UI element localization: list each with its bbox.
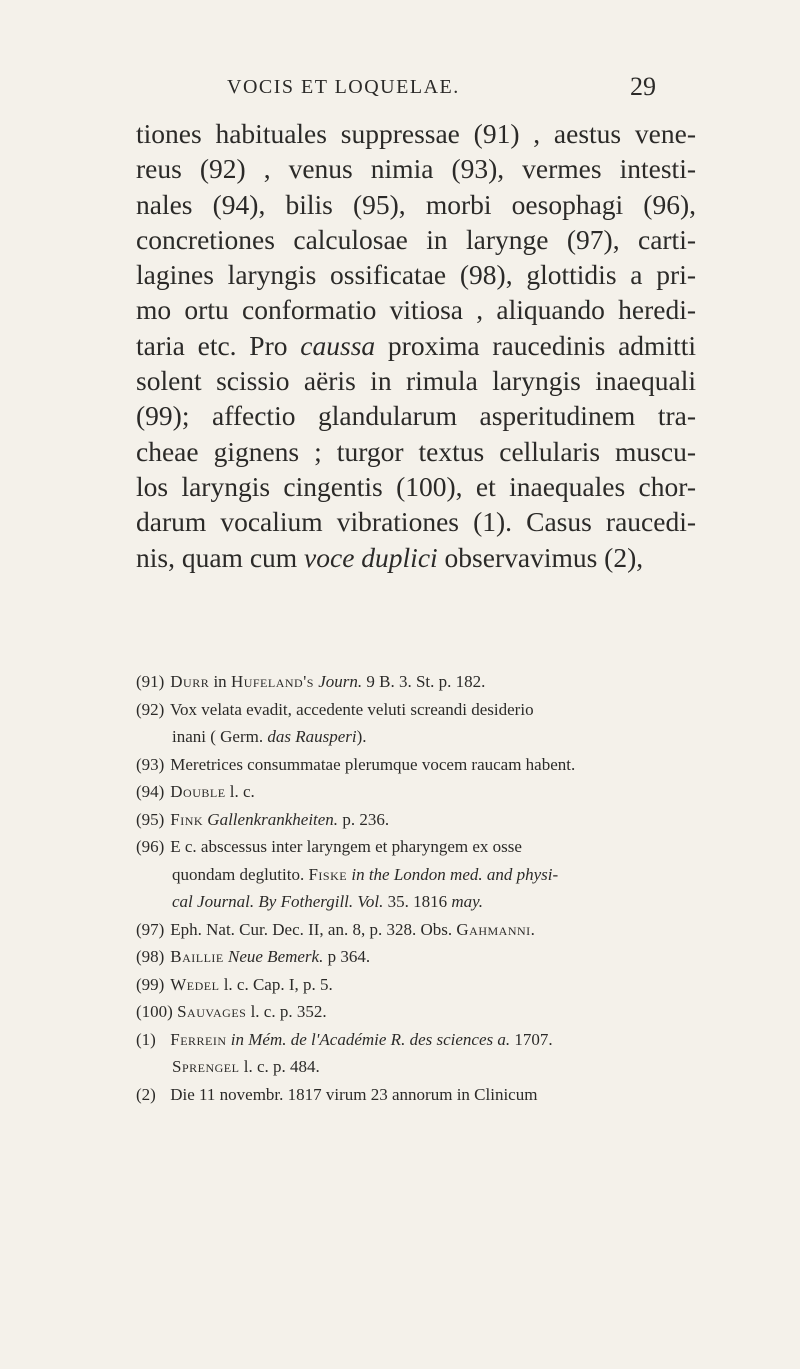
footnote: (93) Meretrices consummatae plerumque vocem raucam habent.: [136, 754, 576, 774]
text-line: mo ortu conformatio vitiosa , aliquando heredi-: [136, 294, 696, 326]
footnote-continuation: cal Journal. By Fothergill. Vol. 35. 1816 may.: [172, 892, 484, 911]
italic-term: caussa: [300, 329, 376, 361]
running-title: VOCIS ET LOQUELAE.: [227, 76, 460, 98]
footnote: (2) Die 11 novembr. 1817 virum 23 annorum in Clinicum: [136, 1084, 538, 1104]
text-line: taria etc. Pro caussa proxima raucedinis admitti: [136, 329, 697, 361]
footnote: (92) Vox velata evadit, accedente veluti screandi desiderio: [136, 699, 534, 719]
text-line: solent scissio aëris in rimula laryngis inaequali: [136, 365, 696, 397]
footnote: (99) Wedel l. c. Cap. I, p. 5.: [136, 974, 333, 994]
text-line: cheae gignens ; turgor textus cellularis muscu-: [136, 435, 696, 467]
main-text: [136, 116, 696, 575]
footnotes: [136, 668, 696, 1108]
text-line: darum vocalium vibrationes (1). Casus raucedi-: [136, 506, 696, 538]
footnote: (1) Ferrein in Mém. de l'Académie R. des sciences a. 1707.: [136, 1029, 553, 1049]
footnote: (100) Sauvages l. c. p. 352.: [136, 1002, 327, 1021]
text-line: nales (94), bilis (95), morbi oesophagi (96),: [136, 188, 696, 220]
page-number: 29: [630, 72, 656, 101]
footnote: (95) Fink Gallenkrankheiten. p. 236.: [136, 809, 390, 829]
footnote: (97) Eph. Nat. Cur. Dec. II, an. 8, p. 328. Obs. Gahmanni.: [136, 919, 536, 939]
footnote-continuation: inani ( Germ. das Rausperi).: [172, 727, 367, 746]
text-line: lagines laryngis ossificatae (98), glottidis a pri-: [136, 259, 696, 291]
text-line: nis, quam cum voce duplici observavimus (2),: [136, 541, 644, 573]
footnote-continuation: quondam deglutito. Fiske in the London med. and physi-: [172, 864, 559, 884]
footnote: (98) Baillie Neue Bemerk. p 364.: [136, 947, 371, 966]
running-head: [0, 72, 800, 106]
footnote: (94) Double l. c.: [136, 782, 255, 801]
footnote-continuation: Sprengel l. c. p. 484.: [172, 1057, 320, 1076]
text-line: los laryngis cingentis (100), et inaequales chor-: [136, 470, 696, 502]
italic-term: voce duplici: [304, 541, 438, 573]
footnote: (91) Durr in Hufeland's Journ. 9 B. 3. St. p. 182.: [136, 672, 486, 691]
text-line: tiones habituales suppressae (91) , aestus vene-: [136, 118, 696, 149]
text-line: concretiones calculosae in larynge (97), carti-: [136, 223, 696, 255]
text-line: reus (92) , venus nimia (93), vermes intesti-: [136, 153, 696, 185]
text-line: (99); affectio glandularum asperitudinem tra-: [136, 400, 696, 432]
footnote: (96) E c. abscessus inter laryngem et pharyngem ex osse: [136, 837, 522, 856]
